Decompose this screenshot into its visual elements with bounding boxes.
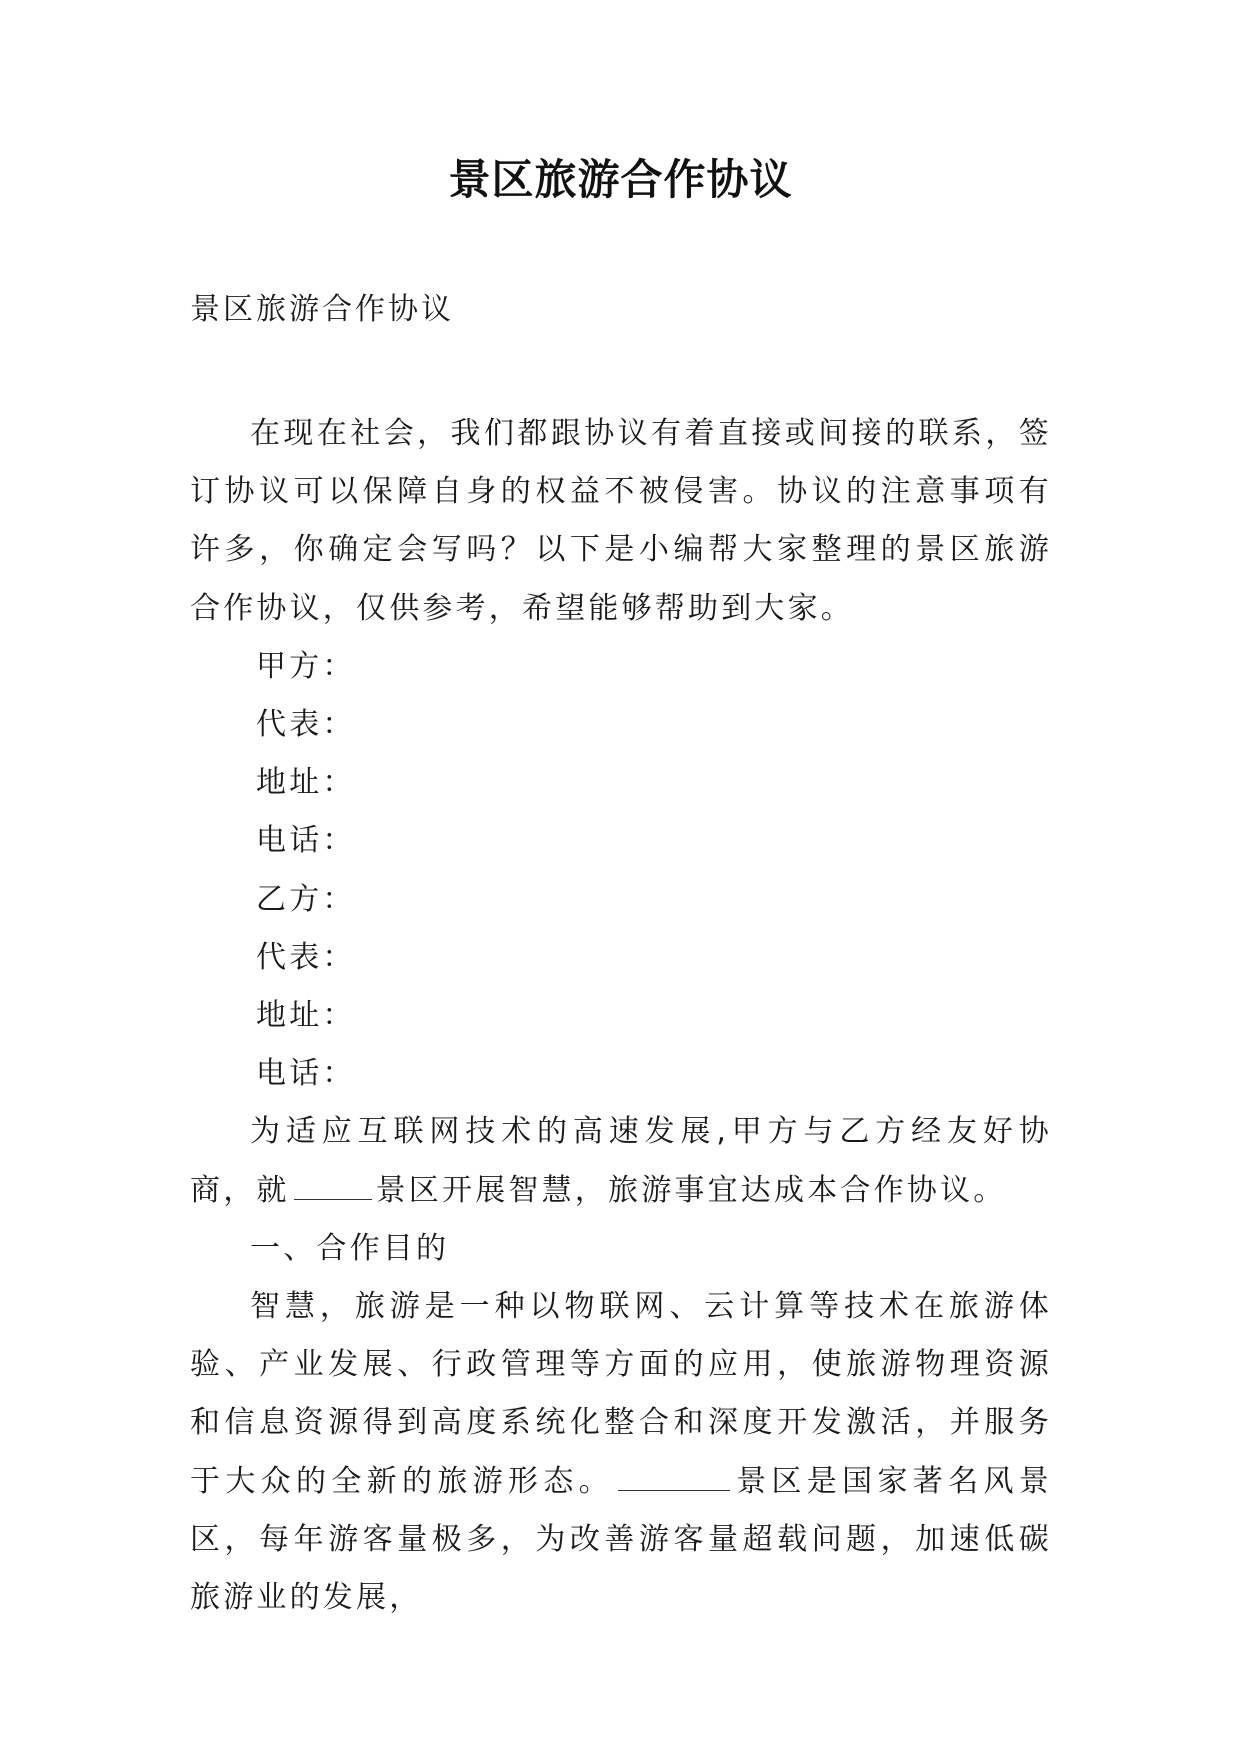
party-a-label: 甲方： (256, 648, 356, 684)
party-b-representative: 代表： (256, 939, 356, 975)
party-a-phone: 电话： (256, 823, 356, 859)
party-b-phone: 电话： (256, 1056, 356, 1092)
section-1-heading: 一、合作目的 (250, 1230, 450, 1266)
party-a-representative: 代表： (256, 707, 356, 743)
section-1-paragraph (190, 1278, 1052, 1627)
party-b-address: 地址： (256, 998, 356, 1034)
intro-paragraph: 在现在社会，我们都跟协议有着直接或间接的联系，签订协议可以保障自身的权益不被侵害。协议的注意事项有许多，你确定会写吗？以下是小编帮大家整理的景区旅游合作协议，仅供参考，希望能够帮助到大家。 (190, 416, 1052, 626)
preamble-text-1: 为适应互联网技术的高速发展,甲方与乙方经友好协商，就 (190, 1114, 1052, 1208)
scenic-area-blank-2 (618, 1464, 730, 1491)
preamble-paragraph (190, 1103, 1052, 1219)
scenic-area-blank (294, 1173, 372, 1200)
section-1-text-2: 景区是国家著名风景区，每年游客量极多，为改善游客量超载问题，加速低碳旅游业的发展， (190, 1463, 1052, 1616)
document-title: 景区旅游合作协议 (448, 155, 793, 204)
party-a-address: 地址： (256, 765, 356, 801)
party-b-label: 乙方： (256, 881, 356, 917)
document-body (190, 405, 1052, 1627)
document-subtitle: 景区旅游合作协议 (190, 292, 454, 327)
section-1-text-1: 智慧，旅游是一种以物联网、云计算等技术在旅游体验、产业发展、行政管理等方面的应用，使旅游物理资源和信息资源得到高度系统化整合和深度开发激活，并服务于大众的全新的旅游形态。 (190, 1289, 1052, 1499)
preamble-text-2: 景区开展智慧，旅游事宜达成本合作协议。 (375, 1172, 1007, 1208)
